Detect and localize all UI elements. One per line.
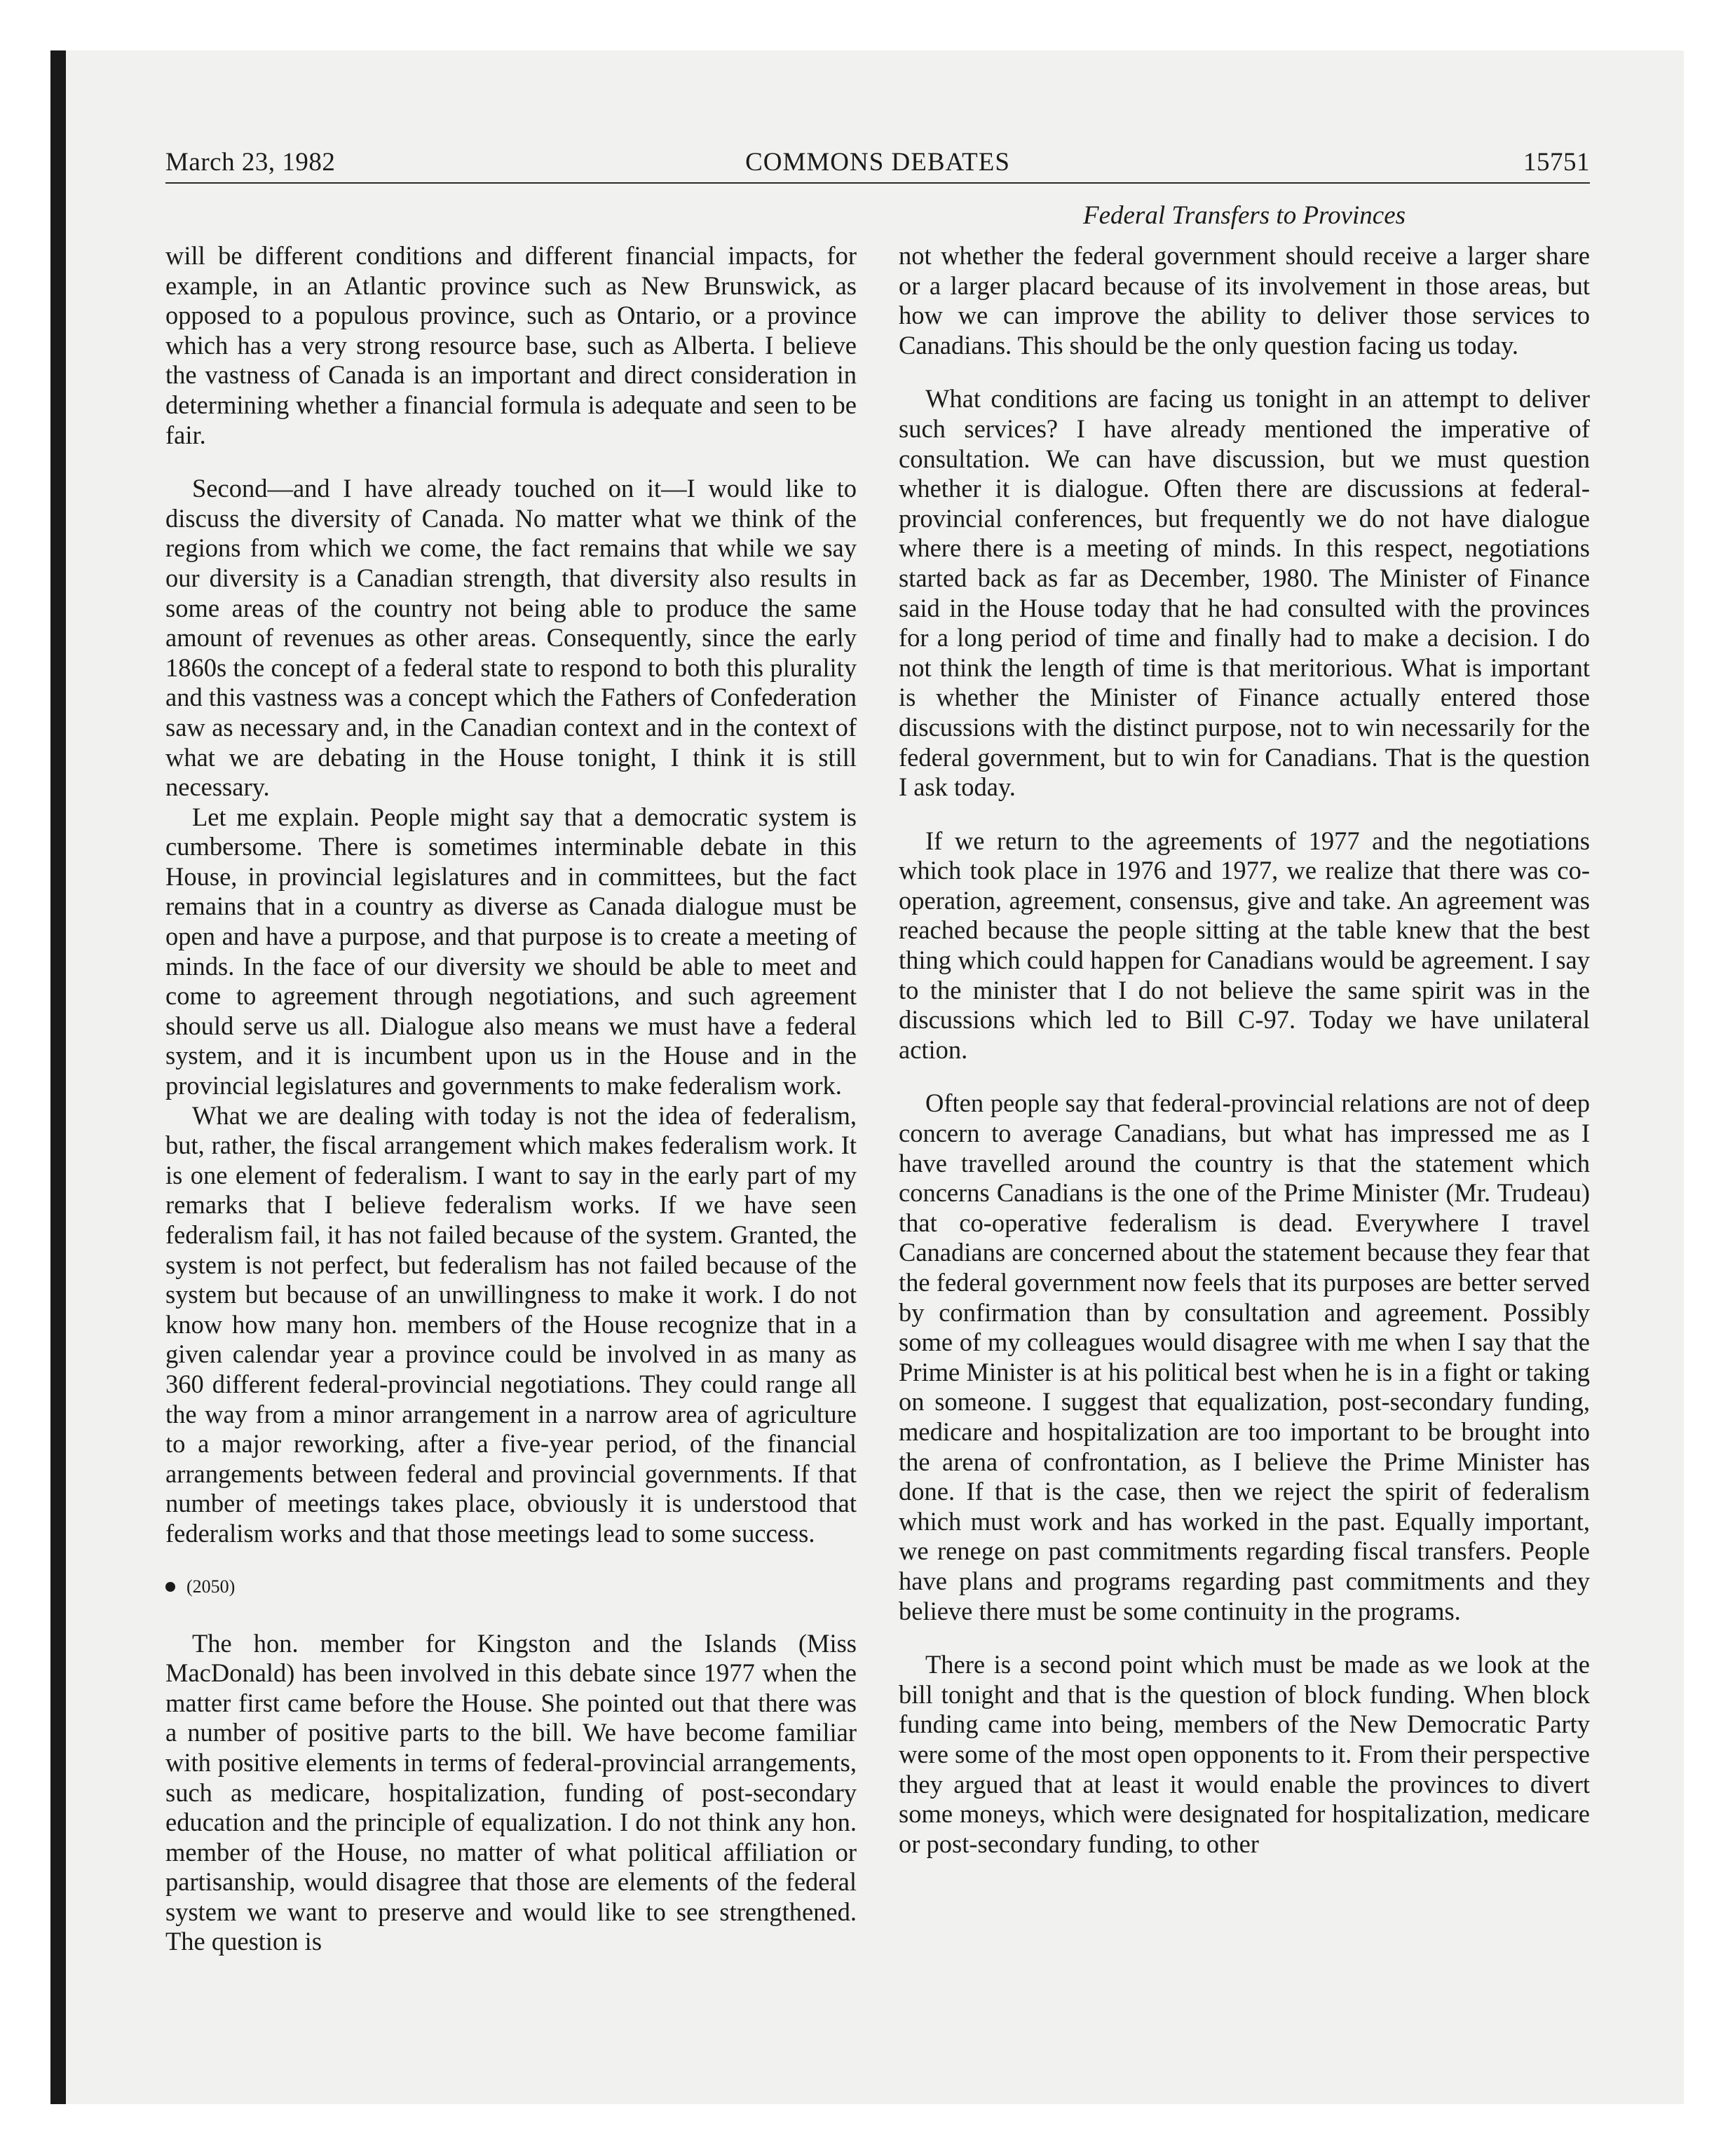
header-date: March 23, 1982 (165, 148, 336, 177)
right-column (899, 241, 1590, 1883)
paragraph: not whether the federal government should receive a larger share or a larger placard because of its involvement in those areas, but how we can improve the ability to deliver those services to Canadians. This should be the only question facing us today. (899, 241, 1590, 360)
paragraph: will be different conditions and different financial impacts, for example, in an Atlantic province such as New Brunswick, as opposed to a populous province, such as Ontario, or a province which has a very strong resource base, such as Alberta. I believe the vastness of Canada is an important and direct consideration in determining whether a financial formula is adequate and seen to be fair. (165, 241, 857, 449)
paragraph: Let me explain. People might say that a democratic system is cumbersome. There is sometimes interminable debate in this House, in provincial legislatures and in committees, but the fact remains that in a country as diverse as Canada dialogue must be open and have a purpose, and that purpose is to create a meeting of minds. In the face of our diversity we should be able to meet and come to agreement through negotiations, and such agreement should serve us all. Dialogue also means we must have a federal system, and it is incumbent upon us in the House and in the provincial legislatures and governments to make federalism work. (165, 802, 857, 1100)
time-marker (165, 1573, 857, 1601)
time-marker-text: (2050) (186, 1576, 236, 1597)
paragraph: Second—and I have already touched on it—I would like to discuss the diversity of Canada. No matter what we think of the regions from which we come, the fact remains that while we say our diversity is a Canadian strength, that diversity also results in some areas of the country not being able to produce the same amount of revenues as other areas. Consequently, since the early 1860s the concept of a federal state to respond to both this plurality and this vastness was a concept which the Fathers of Confederation saw as necessary and, in the Canadian context and in the context of what we are debating in the House tonight, I think it is still necessary. (165, 474, 857, 802)
binding-edge (50, 50, 66, 2104)
paragraph: If we return to the agreements of 1977 and the negotiations which took place in 1976 and 1977, we realize that there was co-operation, agreement, consensus, give and take. An agreement was reached because the people sitting at the table knew that the best thing which could happen for Canadians would be agreement. I say to the minister that I do not believe the same spirit was in the discussions which led to Bill C-97. Today we have unilateral action. (899, 826, 1590, 1064)
left-column (165, 241, 857, 1981)
paragraph: Often people say that federal-provincial relations are not of deep concern to average Canadians, but what has impressed me as I have travelled around the country is that the statement which concerns Canadians is the one of the Prime Minister (Mr. Trudeau) that co-operative federalism is dead. Everywhere I travel Canadians are concerned about the statement because they fear that the federal government now feels that its purposes are better served by confirmation than by consultation and agreement. Possibly some of my colleagues would disagree with me when I say that the Prime Minister is at his political best when he is in a fight or taking on someone. I suggest that equalization, post-secondary funding, medicare and hospitalization are too important to be brought into the arena of confrontation, as I believe the Prime Minister has done. If that is the case, then we reject the spirit of federalism which must work and has worked in the past. Equally important, we renege on past commitments regarding fiscal transfers. People have plans and programs regarding past commitments and they believe there must be some continuity in the programs. (899, 1089, 1590, 1625)
page-header (165, 147, 1590, 184)
page-number: 15751 (1523, 148, 1590, 177)
paragraph: There is a second point which must be made as we look at the bill tonight and that is the question of block funding. When block funding came into being, members of the New Democratic Party were some of the most open opponents to it. From their perspective they argued that at least it would enable the provinces to divert some moneys, which were designated for hospitalization, medicare or post-secondary funding, to other (899, 1650, 1590, 1858)
header-title: COMMONS DEBATES (745, 148, 1010, 177)
paragraph: The hon. member for Kingston and the Islands (Miss MacDonald) has been involved in this debate since 1977 when the matter first came before the House. She pointed out that there was a number of positive parts to the bill. We have become familiar with positive elements in terms of federal-provincial arrangements, such as medicare, hospitalization, funding of post-secondary education and the principle of equalization. I do not think any hon. member of the House, no matter of what political affiliation or partisanship, would disagree that those are elements of the federal system we want to preserve and would like to see strengthened. The question is (165, 1628, 857, 1956)
paragraph: What conditions are facing us tonight in an attempt to deliver such services? I have already mentioned the imperative of consultation. We can have discussion, but we must question whether it is dialogue. Often there are discussions at federal-provincial conferences, but frequently we do not have dialogue where there is a meeting of minds. In this respect, negotiations started back as far as December, 1980. The Minister of Finance said in the House today that he had consulted with the provinces for a long period of time and finally had to make a decision. I do not think the length of time is that meritorious. What is important is whether the Minister of Finance actually entered those discussions with the distinct purpose, not to win necessarily for the federal government, but to win for Canadians. That is the question I ask today. (899, 384, 1590, 802)
bullet-icon (165, 1582, 175, 1592)
paragraph: What we are dealing with today is not the idea of federalism, but, rather, the fiscal arrangement which makes federalism work. It is one element of federalism. I want to say in the early part of my remarks that I believe federalism works. If we have seen federalism fail, it has not failed because of the system. Granted, the system is not perfect, but federalism has not failed because of the system but because of an unwillingness to make it work. I do not know how many hon. members of the House recognize that in a given calendar year a province could be involved in as many as 360 different federal-provincial negotiations. They could range all the way from a minor arrangement in a narrow area of agriculture to a major reworking, after a five-year period, of the financial arrangements between federal and provincial governments. If that number of meetings takes place, obviously it is understood that federalism works and that those meetings lead to some success. (165, 1100, 857, 1548)
running-head: Federal Transfers to Provinces (1082, 201, 1406, 230)
